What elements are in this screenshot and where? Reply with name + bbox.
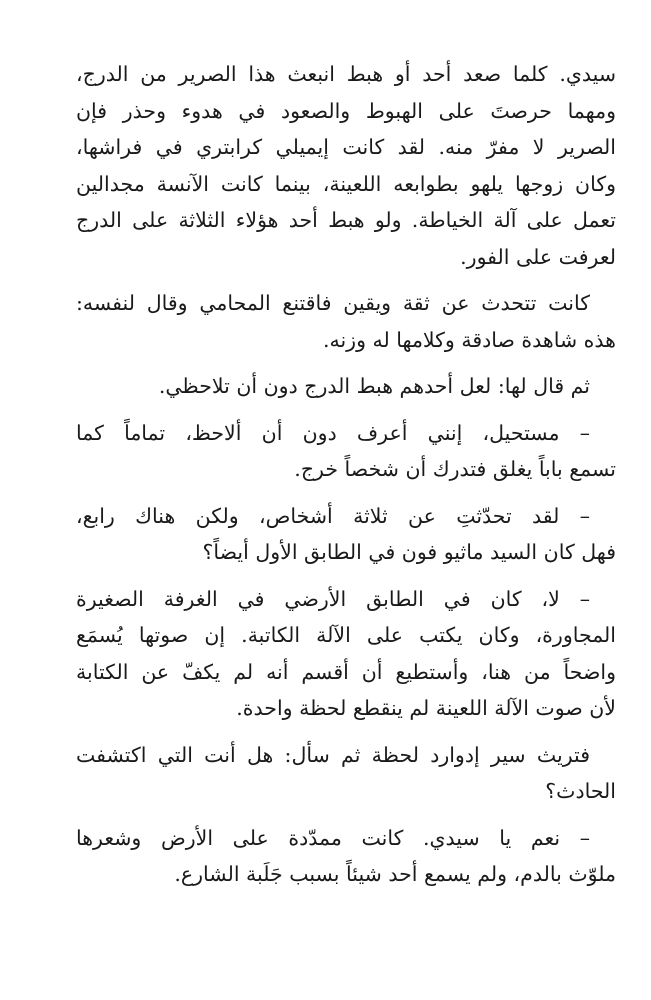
text-line: – لقد تحدّثتِ عن ثلاثة أشخاص، ولكن هناك رابع،: [76, 503, 590, 528]
paragraph-6: [76, 581, 616, 727]
text-line: الصرير لا مفرّ منه. لقد كانت إيميلي كرابتري في فراشها،: [76, 135, 616, 159]
paragraph-2: [76, 285, 616, 358]
paragraph-8: [76, 820, 616, 893]
text-line: سيدي. كلما صعد أحد أو هبط انبعث هذا الصرير من الدرج،: [76, 62, 616, 86]
paragraph-7: [76, 737, 616, 810]
text-line: – لا، كان في الطابق الأرضي في الغرفة الصغيرة: [76, 586, 590, 611]
text-line: لعرفت على الفور.: [460, 244, 616, 269]
text-line: وكان زوجها يلهو بطوابعه اللعينة، بينما كانت الآنسة مجدالين: [76, 171, 616, 196]
paragraph-4: [76, 415, 616, 488]
paragraph-3: [76, 368, 616, 405]
text-line: فتريث سير إدوارد لحظة ثم سأل: هل أنت التي اكتشفت: [76, 742, 590, 767]
text-line: – مستحيل، إنني أعرف دون أن ألاحظ، تماماً كما: [76, 420, 590, 445]
text-line: تسمع باباً يغلق فتدرك أن شخصاً خرج.: [294, 457, 616, 481]
text-line: ثم قال لها: لعل أحدهم هبط الدرج دون أن تلاحظي.: [158, 374, 590, 398]
text-line: لأن صوت الآلة اللعينة لم ينقطع لحظة واحدة.: [236, 696, 616, 720]
text-line: تعمل على آلة الخياطة. ولو هبط أحد هؤلاء الثلاثة على الدرج: [76, 208, 616, 232]
paragraph-1: [76, 56, 616, 275]
text-line: المجاورة، وكان يكتب على الآلة الكاتبة. إن صوتها يُسمَع: [76, 623, 616, 647]
text-line: هذه شاهدة صادقة وكلامها له وزنه.: [322, 327, 616, 352]
text-line: – نعم يا سيدي. كانت ممدّدة على الأرض وشعرها: [76, 825, 590, 850]
paragraph-5: [76, 498, 616, 571]
text-line: ملوّث بالدم، ولم يسمع أحد شيئاً بسبب جَلَبة الشارع.: [174, 862, 616, 886]
text-line: كانت تتحدث عن ثقة ويقين فاقتنع المحامي وقال لنفسه:: [76, 291, 590, 315]
text-line: ومهما حرصتَ على الهبوط والصعود في هدوء وحذر فإن: [76, 98, 616, 123]
book-page: [76, 56, 616, 893]
text-line: فهل كان السيد ماثيو فون في الطابق الأول أيضاً؟: [202, 540, 616, 564]
text-line: واضحاً من هنا، وأستطيع أن أقسم أنه لم يكفّ عن الكتابة: [76, 659, 616, 684]
text-line: الحادث؟: [545, 779, 616, 803]
